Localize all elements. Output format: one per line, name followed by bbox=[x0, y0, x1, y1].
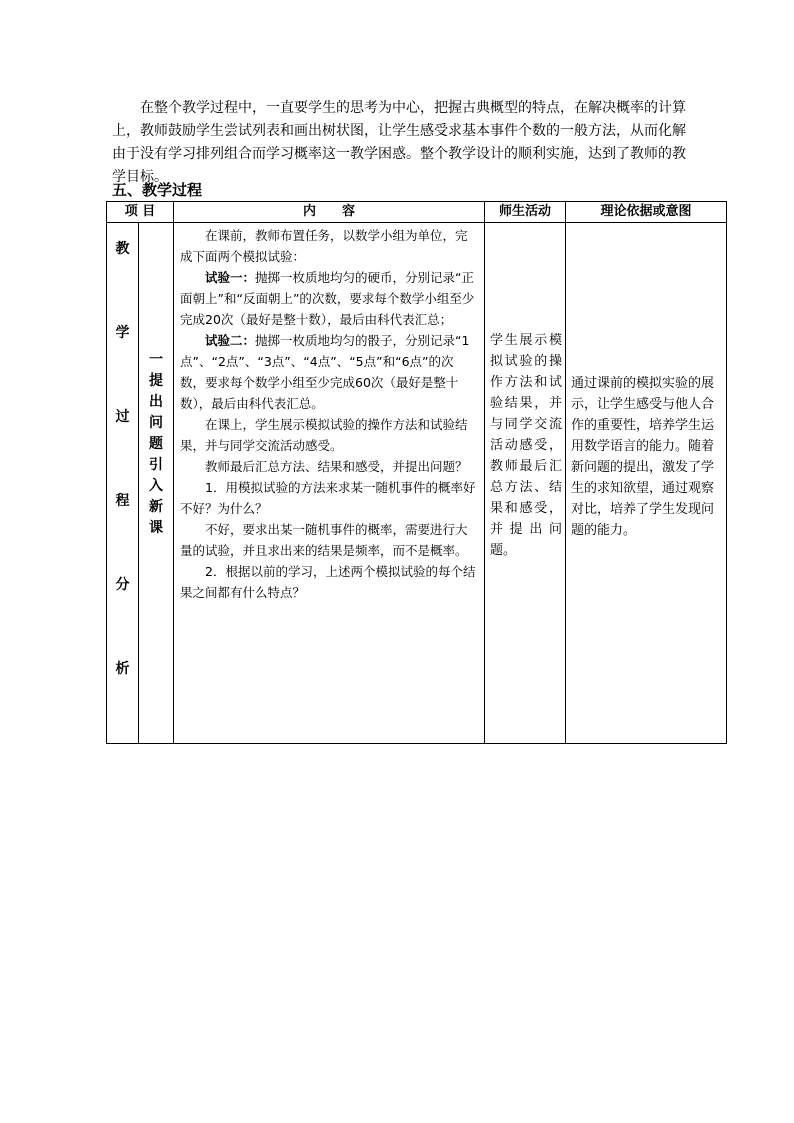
sub-item-cell bbox=[139, 223, 174, 744]
trial-two-label: 试验二： bbox=[205, 333, 256, 348]
sub-char: 提 bbox=[149, 373, 163, 389]
content-paragraph: 在课上，学生展示模拟试验的操作方法和试验结果，并与同学交流活动感受。 bbox=[180, 417, 468, 453]
intro-paragraph: 在整个教学过程中，一直要学生的思考为中心，把握古典概型的特点，在解决概率的计算上，教师鼓励学生尝试列表和画出树状图，让学生感受求基本事件个数的一般方法，从而化解由于没有学习排列组合而学习概率这一教学困惑。整个教学设计的顺利实施，达到了教师的教学目标。 bbox=[112, 100, 686, 185]
section-title: 五、教学过程 bbox=[112, 181, 203, 199]
header-activity: 师生活动 bbox=[485, 202, 566, 223]
item-cell bbox=[107, 223, 139, 744]
header-theory: 理论依据或意图 bbox=[566, 202, 727, 223]
header-item: 项 目 bbox=[107, 202, 174, 223]
sub-item-label-vertical bbox=[139, 223, 173, 539]
activity-cell bbox=[485, 223, 566, 744]
trial-two-paragraph bbox=[180, 330, 478, 414]
sub-char: 出 bbox=[149, 394, 163, 410]
item-char: 学 bbox=[115, 325, 130, 341]
table-header-row bbox=[107, 202, 727, 223]
trial-one-paragraph bbox=[180, 267, 478, 330]
trial-two-text: 抛掷一枚质地均匀的骰子，分别记录“1点”、“2点”、“3点”、“4点”、“5点”和“6点”的次数，要求每个数学小组至少完成60次（最好是整十数），最后由科代表汇总。 bbox=[180, 333, 470, 411]
table-row bbox=[107, 223, 727, 744]
trial-one-label: 试验一： bbox=[205, 270, 256, 285]
item-label-vertical bbox=[107, 223, 138, 743]
content-paragraph: 教师最后汇总方法、结果和感受，并提出问题？ bbox=[205, 459, 468, 474]
teaching-process-table bbox=[106, 201, 727, 744]
question-one: 1．用模拟试验的方法来求某一随机事件的概率好不好？为什么？ bbox=[180, 480, 476, 516]
content-cell bbox=[174, 223, 485, 744]
item-char: 析 bbox=[115, 661, 130, 677]
item-char: 过 bbox=[115, 409, 130, 425]
sub-char: 问 bbox=[149, 415, 163, 431]
item-char: 程 bbox=[115, 493, 130, 509]
sub-char: 课 bbox=[149, 520, 163, 536]
question-two: 2．根据以前的学习，上述两个模拟试验的每个结果之间都有什么特点？ bbox=[180, 564, 476, 600]
item-char: 分 bbox=[115, 577, 130, 593]
trial-one-text: 抛掷一枚质地均匀的硬币，分别记录“正面朝上”和“反面朝上”的次数，要求每个数学小组至少完成20次（最好是整十数），最后由科代表汇总； bbox=[180, 270, 475, 327]
sub-char: 一 bbox=[149, 352, 163, 368]
sub-char: 新 bbox=[149, 499, 163, 515]
header-content: 内 容 bbox=[174, 202, 485, 223]
answer-one: 不好，要求出某一随机事件的概率，需要进行大量的试验，并且求出来的结果是频率，而不是概率。 bbox=[180, 522, 468, 558]
sub-char: 入 bbox=[149, 478, 163, 494]
content-body bbox=[174, 223, 484, 603]
sub-char: 题 bbox=[149, 436, 163, 452]
activity-text: 学生展示模拟试验的操作方法和试验结果，并与同学交流活动感受，教师最后汇总方法、结果和感受，并提出问题。 bbox=[490, 333, 562, 558]
content-paragraph: 在课前，教师布置任务，以数学小组为单位，完成下面两个模拟试验： bbox=[180, 228, 468, 264]
theory-text: 通过课前的模拟实验的展示，让学生感受与他人合作的重要性，培养学生运用数学语言的能力。随着新问题的提出，激发了学生的求知欲望，通过观察对比，培养了学生发现问题的能力。 bbox=[571, 376, 715, 538]
sub-char: 引 bbox=[149, 457, 163, 473]
item-char: 教 bbox=[115, 241, 130, 257]
theory-cell bbox=[566, 223, 727, 744]
